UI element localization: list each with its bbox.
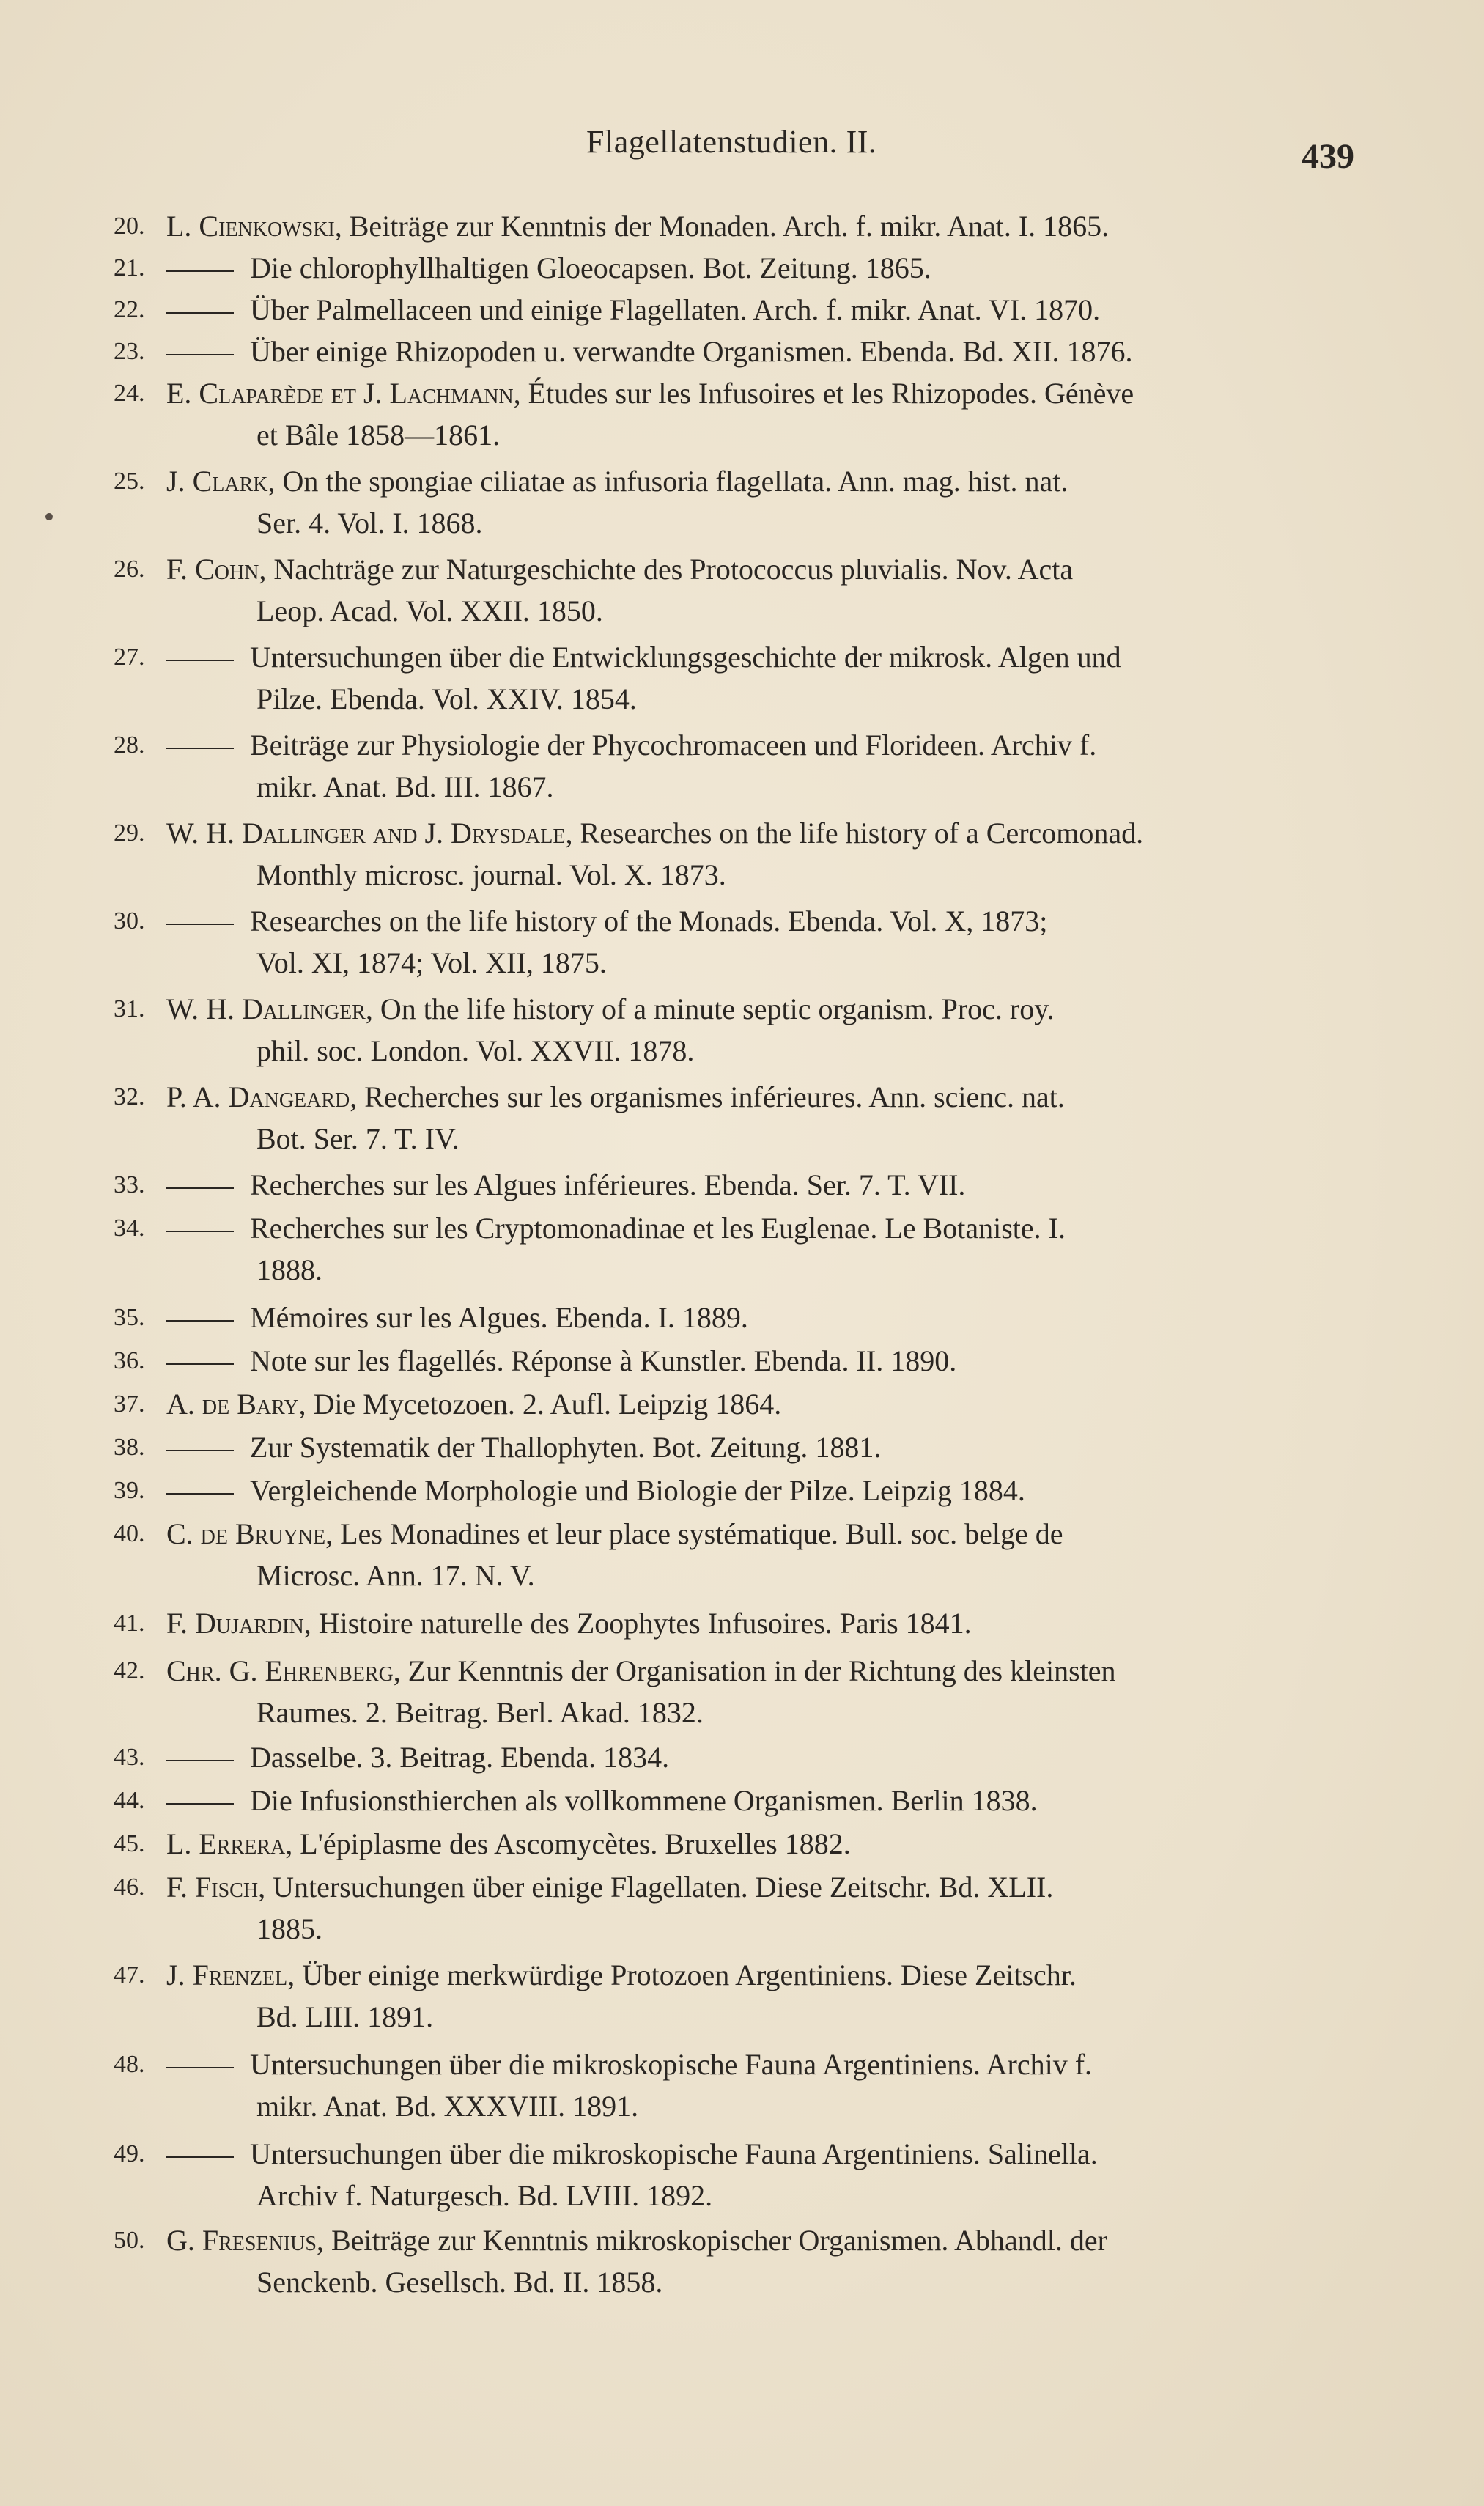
reference-text: Mémoires sur les Algues. Ebenda. I. 1889. — [250, 1301, 748, 1334]
reference-line — [166, 988, 1055, 1030]
ditto-dash — [166, 1187, 234, 1189]
reference-line — [166, 205, 1109, 247]
reference-text: Über einige merkwürdige Protozoen Argentiniens. Diese Zeitschr. — [302, 1958, 1077, 1991]
reference-line — [166, 1426, 881, 1468]
reference-line: phil. soc. London. Vol. XXVII. 1878. — [256, 1034, 695, 1067]
reference-text: Dasselbe. 3. Beitrag. Ebenda. 1834. — [250, 1741, 670, 1774]
ditto-dash — [166, 2156, 234, 2158]
reference-line: mikr. Anat. Bd. XXXVIII. 1891. — [256, 2090, 639, 2123]
reference-text: Beiträge zur Kenntnis der Monaden. Arch. f. mikr. Anat. I. 1865. — [349, 210, 1110, 243]
reference-text: Vergleichende Morphologie und Biologie der Pilze. Leipzig 1884. — [250, 1474, 1025, 1507]
reference-line — [166, 1866, 1053, 1908]
reference-line: Bd. LIII. 1891. — [256, 2000, 434, 2033]
reference-number: 22. — [114, 296, 145, 323]
reference-text: On the life history of a minute septic organism. Proc. roy. — [380, 992, 1055, 1025]
reference-line: Archiv f. Naturgesch. Bd. LVIII. 1892. — [256, 2179, 713, 2212]
reference-number: 30. — [114, 907, 145, 935]
reference-line — [166, 460, 1068, 502]
reference-number: 23. — [114, 338, 145, 365]
reference-line: Leop. Acad. Vol. XXII. 1850. — [256, 594, 603, 627]
reference-line — [166, 900, 1047, 942]
reference-text: Recherches sur les Algues inférieures. Ebenda. Ser. 7. T. VII. — [250, 1168, 966, 1201]
reference-line — [166, 812, 1143, 854]
reference-text: Recherches sur les organismes inférieures. Ann. scienc. nat. — [364, 1080, 1065, 1113]
reference-author: F. Dujardin, — [166, 1607, 319, 1640]
reference-line — [166, 247, 931, 289]
reference-line — [166, 2044, 1092, 2085]
reference-line — [166, 1780, 1038, 1821]
reference-line — [166, 724, 1096, 766]
reference-line — [166, 1650, 1116, 1692]
reference-line — [166, 1954, 1077, 1996]
reference-line — [166, 1513, 1063, 1555]
reference-author: W. H. Dallinger, — [166, 992, 380, 1025]
reference-author: E. Claparède et J. Lachmann, — [166, 377, 528, 410]
reference-line: Vol. XI, 1874; Vol. XII, 1875. — [256, 946, 607, 979]
reference-author: G. Fresenius, — [166, 2224, 331, 2257]
ditto-dash — [166, 312, 234, 314]
reference-text: Untersuchungen über die Entwicklungsgeschichte der mikrosk. Algen und — [250, 641, 1121, 674]
page-number: 439 — [1302, 137, 1354, 176]
reference-author: F. Fisch, — [166, 1871, 273, 1904]
reference-number: 21. — [114, 254, 145, 281]
reference-number: 44. — [114, 1787, 145, 1814]
reference-line — [166, 1207, 1066, 1249]
reference-line — [166, 1164, 965, 1206]
reference-line — [166, 1470, 1025, 1511]
reference-number: 37. — [114, 1390, 145, 1418]
reference-text: Die Infusionsthierchen als vollkommene Organismen. Berlin 1838. — [250, 1784, 1038, 1817]
reference-author: Chr. G. Ehrenberg, — [166, 1654, 408, 1687]
reference-line: Monthly microsc. journal. Vol. X. 1873. — [256, 858, 726, 891]
reference-text: Études sur les Infusoires et les Rhizopodes. Génève — [528, 377, 1134, 410]
reference-number: 34. — [114, 1215, 145, 1242]
ditto-dash — [166, 660, 234, 661]
reference-number: 25. — [114, 468, 145, 495]
ditto-dash — [166, 354, 234, 355]
reference-line: mikr. Anat. Bd. III. 1867. — [256, 770, 554, 803]
reference-line — [166, 372, 1134, 414]
reference-line: Microsc. Ann. 17. N. V. — [256, 1559, 535, 1592]
reference-text: Untersuchungen über die mikroskopische Fauna Argentiniens. Salinella. — [250, 2137, 1098, 2170]
reference-number: 20. — [114, 213, 145, 240]
reference-number: 35. — [114, 1304, 145, 1331]
reference-text: Über Palmellaceen und einige Flagellaten. Arch. f. mikr. Anat. VI. 1870. — [250, 293, 1101, 326]
reference-text: Nachträge zur Naturgeschichte des Protococcus pluvialis. Nov. Acta — [273, 553, 1074, 586]
reference-text: Zur Systematik der Thallophyten. Bot. Zeitung. 1881. — [250, 1431, 882, 1464]
reference-number: 24. — [114, 380, 145, 407]
reference-line: et Bâle 1858—1861. — [256, 419, 501, 452]
reference-line — [166, 548, 1073, 590]
running-title: Flagellatenstudien. II. — [586, 124, 877, 160]
reference-line — [166, 1736, 669, 1778]
ditto-dash — [166, 1493, 234, 1495]
reference-number: 26. — [114, 556, 145, 583]
ditto-dash — [166, 2067, 234, 2068]
reference-number: 42. — [114, 1657, 145, 1684]
reference-number: 38. — [114, 1434, 145, 1461]
reference-author: C. de Bruyne, — [166, 1517, 341, 1550]
reference-text: Über einige Rhizopoden u. verwandte Organismen. Ebenda. Bd. XII. 1876. — [250, 335, 1133, 368]
reference-text: Researches on the life history of a Cercomonad. — [580, 817, 1144, 850]
reference-text: Note sur les flagellés. Réponse à Kunstler. Ebenda. II. 1890. — [250, 1344, 957, 1377]
reference-number: 43. — [114, 1744, 145, 1771]
reference-author: L. Errera, — [166, 1827, 300, 1860]
reference-line — [166, 289, 1100, 331]
reference-line — [166, 1340, 956, 1382]
reference-number: 29. — [114, 819, 145, 847]
reference-number: 41. — [114, 1610, 145, 1637]
ditto-dash — [166, 1450, 234, 1451]
ditto-dash — [166, 270, 234, 272]
reference-text: On the spongiae ciliatae as infusoria flagellata. Ann. mag. hist. nat. — [282, 465, 1068, 498]
reference-text: Beiträge zur Kenntnis mikroskopischer Organismen. Abhandl. der — [331, 2224, 1107, 2257]
reference-line — [166, 1383, 781, 1425]
reference-line — [166, 1076, 1065, 1118]
reference-text: Les Monadines et leur place systématique. Bull. soc. belge de — [340, 1517, 1063, 1550]
reference-line — [166, 331, 1133, 372]
reference-text: Recherches sur les Cryptomonadinae et les Euglenae. Le Botaniste. I. — [250, 1212, 1066, 1245]
reference-text: Die chlorophyllhaltigen Gloeocapsen. Bot. Zeitung. 1865. — [250, 251, 931, 284]
reference-number: 28. — [114, 731, 145, 759]
reference-text: Die Mycetozoen. 2. Aufl. Leipzig 1864. — [313, 1387, 782, 1420]
reference-number: 40. — [114, 1520, 145, 1547]
reference-text: Zur Kenntnis der Organisation in der Richtung des kleinsten — [407, 1654, 1116, 1687]
reference-number: 39. — [114, 1477, 145, 1504]
reference-author: L. Cienkowski, — [166, 210, 350, 243]
ditto-dash — [166, 1803, 234, 1805]
ditto-dash — [166, 1231, 234, 1232]
reference-number: 47. — [114, 1961, 145, 1989]
reference-author: A. de Bary, — [166, 1387, 314, 1420]
reference-text: Untersuchungen über einige Flagellaten. Diese Zeitschr. Bd. XLII. — [273, 1871, 1054, 1904]
reference-number: 27. — [114, 644, 145, 671]
reference-text: Researches on the life history of the Monads. Ebenda. Vol. X, 1873; — [250, 904, 1048, 937]
reference-line — [166, 1602, 972, 1644]
reference-number: 32. — [114, 1083, 145, 1110]
reference-author: W. H. Dallinger and J. Drysdale, — [166, 817, 580, 850]
reference-text: Untersuchungen über die mikroskopische Fauna Argentiniens. Archiv f. — [250, 2048, 1093, 2081]
reference-number: 46. — [114, 1873, 145, 1901]
reference-author: J. Frenzel, — [166, 1958, 303, 1991]
reference-line: 1888. — [256, 1253, 322, 1286]
reference-number: 49. — [114, 2140, 145, 2167]
reference-text: L'épiplasme des Ascomycètes. Bruxelles 1882. — [300, 1827, 851, 1860]
reference-number: 31. — [114, 995, 145, 1022]
reference-number: 45. — [114, 1830, 145, 1857]
ditto-dash — [166, 1760, 234, 1761]
reference-line: Senckenb. Gesellsch. Bd. II. 1858. — [256, 2266, 663, 2299]
reference-number: 33. — [114, 1171, 145, 1198]
reference-line: Pilze. Ebenda. Vol. XXIV. 1854. — [256, 682, 637, 715]
reference-line — [166, 1823, 851, 1865]
reference-text: Beiträge zur Physiologie der Phycochromaceen und Florideen. Archiv f. — [250, 729, 1097, 762]
reference-line — [166, 636, 1121, 678]
reference-number: 36. — [114, 1347, 145, 1374]
reference-line: 1885. — [256, 1912, 322, 1945]
reference-number: 50. — [114, 2227, 145, 2254]
reference-number: 48. — [114, 2051, 145, 2078]
reference-line: Raumes. 2. Beitrag. Berl. Akad. 1832. — [256, 1696, 704, 1729]
ink-spot — [44, 512, 54, 522]
reference-author: F. Cohn, — [166, 553, 274, 586]
ditto-dash — [166, 924, 234, 925]
ditto-dash — [166, 1363, 234, 1365]
ditto-dash — [166, 1320, 234, 1322]
reference-line: Ser. 4. Vol. I. 1868. — [256, 506, 483, 539]
reference-line — [166, 2219, 1107, 2261]
reference-line — [166, 2133, 1098, 2175]
reference-text: Histoire naturelle des Zoophytes Infusoires. Paris 1841. — [318, 1607, 972, 1640]
reference-author: P. A. Dangeard, — [166, 1080, 365, 1113]
reference-line — [166, 1297, 748, 1338]
reference-line: Bot. Ser. 7. T. IV. — [256, 1122, 459, 1155]
ditto-dash — [166, 748, 234, 749]
reference-author: J. Clark, — [166, 465, 283, 498]
